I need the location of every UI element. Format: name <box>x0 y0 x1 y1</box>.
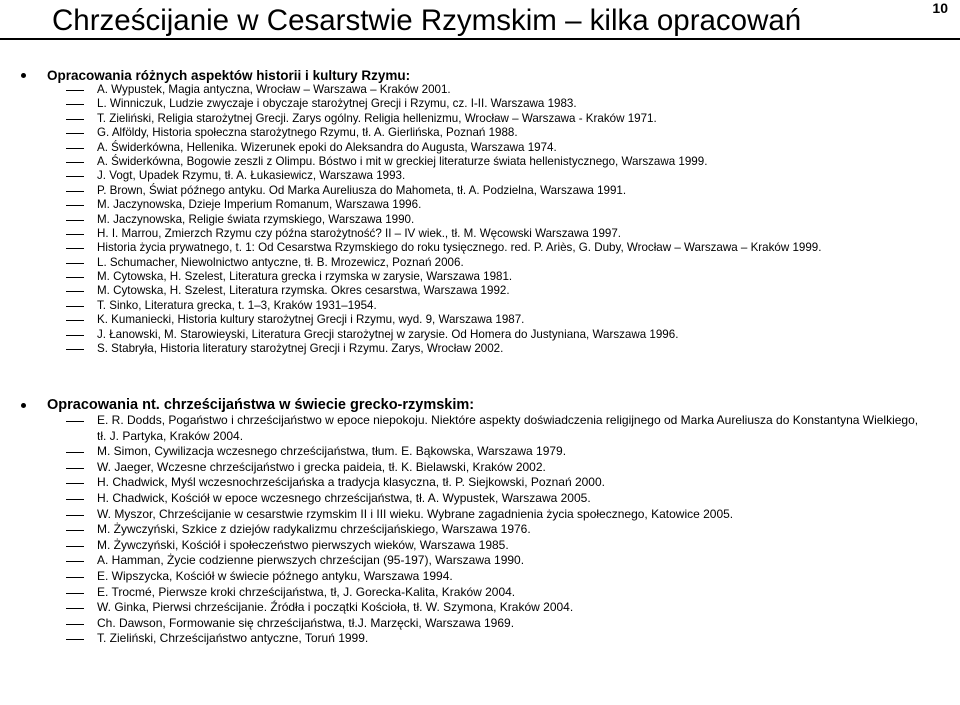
dash-icon <box>66 639 84 640</box>
list-item-text: W. Jaeger, Wczesne chrześcijaństwo i grecka paideia, tł. K. Bielawski, Kraków 2002. <box>97 459 546 474</box>
list-item-text: A. Świderkówna, Hellenika. Wizerunek epoki do Aleksandra do Augusta, Warszawa 1974. <box>97 140 557 154</box>
dash-icon <box>66 119 84 120</box>
list-item <box>0 155 960 169</box>
dash-icon <box>66 421 84 422</box>
slide-title: Chrześcijanie w Cesarstwie Rzymskim – kilka opracowań <box>52 4 802 37</box>
dash-icon <box>66 452 84 453</box>
section-heading <box>0 68 960 83</box>
list-item <box>0 460 960 476</box>
list-item <box>0 141 960 155</box>
list-item <box>0 169 960 183</box>
dash-icon <box>66 191 84 192</box>
dash-icon <box>66 263 84 264</box>
list-item <box>0 342 960 356</box>
list-item <box>0 600 960 616</box>
dash-icon <box>66 577 84 578</box>
dash-icon <box>66 546 84 547</box>
list-item <box>0 475 960 491</box>
list-item <box>0 328 960 342</box>
list-item-text: T. Sinko, Literatura grecka, t. 1–3, Kraków 1931–1954. <box>97 298 377 312</box>
list-item-text: G. Alföldy, Historia społeczna starożytnego Rzymu, tł. A. Gierlińska, Poznań 1988. <box>97 126 518 140</box>
list-item <box>0 284 960 298</box>
reference-list <box>0 413 960 647</box>
list-item <box>0 444 960 460</box>
dash-icon <box>66 530 84 531</box>
section-heading-text: Opracowania różnych aspektów historii i kultury Rzymu: <box>47 68 411 83</box>
reference-list <box>0 83 960 356</box>
list-item-text: E. Wipszycka, Kościół w świecie późnego antyku, Warszawa 1994. <box>97 568 453 583</box>
list-item-text: E. Trocmé, Pierwsze kroki chrześcijaństwa, tł, J. Gorecka-Kalita, Kraków 2004. <box>97 584 516 599</box>
dash-icon <box>66 291 84 292</box>
list-item-text: L. Schumacher, Niewolnictwo antyczne, tł. B. Mrozewicz, Poznań 2006. <box>97 255 464 269</box>
dash-icon <box>66 561 84 562</box>
dash-icon <box>66 234 84 235</box>
list-item-text: M. Żywczyński, Kościół i społeczeństwo pierwszych wieków, Warszawa 1985. <box>97 537 509 552</box>
dash-icon <box>66 483 84 484</box>
list-item-text: Ch. Dawson, Formowanie się chrześcijaństwa, tł.J. Marzęcki, Warszawa 1969. <box>97 615 515 630</box>
list-item-text: A. Świderkówna, Bogowie zeszli z Olimpu. Bóstwo i mit w greckiej literaturze świata hellenistycznego, Warszawa 1999. <box>97 154 708 168</box>
list-item-text: W. Myszor, Chrześcijanie w cesarstwie rzymskim II i III wieku. Wybrane zagadnienia życia społecznego, Katowice 2005. <box>97 506 734 521</box>
dash-icon <box>66 277 84 278</box>
list-item-text: H. I. Marrou, Zmierzch Rzymu czy późna starożytność? II – IV wiek., tł. M. Węcowski Warszawa 1997. <box>97 226 622 240</box>
dash-icon <box>66 176 84 177</box>
list-item <box>0 553 960 569</box>
dash-icon <box>66 349 84 350</box>
list-item-text: M. Simon, Cywilizacja wczesnego chrześcijaństwa, tłum. E. Bąkowska, Warszawa 1979. <box>97 444 567 459</box>
list-item-text: T. Zieliński, Chrześcijaństwo antyczne, Toruń 1999. <box>97 631 369 646</box>
list-item <box>0 227 960 241</box>
list-item-text: Historia życia prywatnego, t. 1: Od Cesarstwa Rzymskiego do roku tysięcznego. red. P. Ariès, G. Duby, Wrocław – Warszawa – Kraków 1999. <box>97 241 822 255</box>
dash-icon <box>66 624 84 625</box>
list-item-text: J. Łanowski, M. Starowieyski, Literatura Grecji starożytnej w zarysie. Od Homera do Justyniana, Warszawa 1996. <box>97 327 679 341</box>
dash-icon <box>66 162 84 163</box>
list-item <box>0 413 960 444</box>
section-heading <box>0 398 960 413</box>
section-christianity <box>0 398 960 647</box>
list-item <box>0 270 960 284</box>
list-item <box>0 585 960 601</box>
list-item-text: H. Chadwick, Kościół w epoce wczesnego chrześcijaństwa, tł. A. Wypustek, Warszawa 2005. <box>97 490 591 505</box>
dash-icon <box>66 148 84 149</box>
list-item <box>0 112 960 126</box>
bullet-icon <box>21 73 26 78</box>
list-item <box>0 538 960 554</box>
list-item <box>0 522 960 538</box>
list-item <box>0 616 960 632</box>
list-item <box>0 313 960 327</box>
page-number: 10 <box>932 0 948 16</box>
dash-icon <box>66 468 84 469</box>
list-item <box>0 507 960 523</box>
dash-icon <box>66 133 84 134</box>
list-item-text: W. Ginka, Pierwsi chrześcijanie. Źródła i początki Kościoła, tł. W. Szymona, Kraków 2004. <box>97 600 574 615</box>
list-item-text: T. Zieliński, Religia starożytnej Grecji. Zarys ogólny. Religia hellenizmu, Wrocław – Warszawa - Kraków 1971. <box>97 111 657 125</box>
list-item <box>0 569 960 585</box>
list-item-text: K. Kumaniecki, Historia kultury starożytnej Grecji i Rzymu, wyd. 9, Warszawa 1987. <box>97 313 525 327</box>
dash-icon <box>66 335 84 336</box>
dash-icon <box>66 205 84 206</box>
list-item <box>0 631 960 647</box>
dash-icon <box>66 90 84 91</box>
dash-icon <box>66 104 84 105</box>
dash-icon <box>66 593 84 594</box>
list-item-text: J. Vogt, Upadek Rzymu, tł. A. Łukasiewicz, Warszawa 1993. <box>97 169 406 183</box>
dash-icon <box>66 220 84 221</box>
list-item <box>0 491 960 507</box>
list-item-text: L. Winniczuk, Ludzie zwyczaje i obyczaje starożytnej Grecji i Rzymu, cz. I-II. Warszawa 1983. <box>97 97 577 111</box>
list-item-text: H. Chadwick, Myśl wczesnochrześcijańska a tradycja klasyczna, tł. P. Siejkowski, Poznań 2000. <box>97 475 605 490</box>
bullet-icon <box>21 403 26 408</box>
list-item-text: E. R. Dodds, Pogaństwo i chrześcijaństwo w epoce niepokoju. Niektóre aspekty doświadczenia religijnego od Marka Aureliusza do Konstantyna Wielkiego, tł. J. Partyka, Kraków 2004. <box>97 413 919 443</box>
list-item <box>0 83 960 97</box>
list-item-text: M. Żywczyński, Szkice z dziejów radykalizmu chrześcijańskiego, Warszawa 1976. <box>97 522 531 537</box>
list-item-text: A. Wypustek, Magia antyczna, Wrocław – Warszawa – Kraków 2001. <box>97 83 451 96</box>
dash-icon <box>66 320 84 321</box>
list-item <box>0 97 960 111</box>
dash-icon <box>66 499 84 500</box>
title-divider <box>0 38 960 40</box>
list-item-text: M. Jaczynowska, Dzieje Imperium Romanum, Warszawa 1996. <box>97 198 422 212</box>
list-item <box>0 241 960 255</box>
list-item-text: M. Cytowska, H. Szelest, Literatura rzymska. Okres cesarstwa, Warszawa 1992. <box>97 284 510 298</box>
section-roman-history <box>0 68 960 356</box>
list-item <box>0 213 960 227</box>
list-item <box>0 299 960 313</box>
list-item-text: M. Cytowska, H. Szelest, Literatura grecka i rzymska w zarysie, Warszawa 1981. <box>97 270 513 284</box>
list-item <box>0 126 960 140</box>
list-item-text: P. Brown, Świat późnego antyku. Od Marka Aureliusza do Mahometa, tł. A. Podzielna, Warszawa 1991. <box>97 183 627 197</box>
list-item <box>0 256 960 270</box>
list-item <box>0 184 960 198</box>
list-item-text: A. Hamman, Życie codzienne pierwszych chrześcijan (95-197), Warszawa 1990. <box>97 553 525 568</box>
dash-icon <box>66 608 84 609</box>
dash-icon <box>66 515 84 516</box>
dash-icon <box>66 306 84 307</box>
list-item-text: S. Stabryła, Historia literatury starożytnej Grecji i Rzymu. Zarys, Wrocław 2002. <box>97 342 504 356</box>
section-heading-text: Opracowania nt. chrześcijaństwa w świecie grecko-rzymskim: <box>47 397 475 413</box>
list-item-text: M. Jaczynowska, Religie świata rzymskiego, Warszawa 1990. <box>97 212 415 226</box>
list-item <box>0 198 960 212</box>
dash-icon <box>66 248 84 249</box>
